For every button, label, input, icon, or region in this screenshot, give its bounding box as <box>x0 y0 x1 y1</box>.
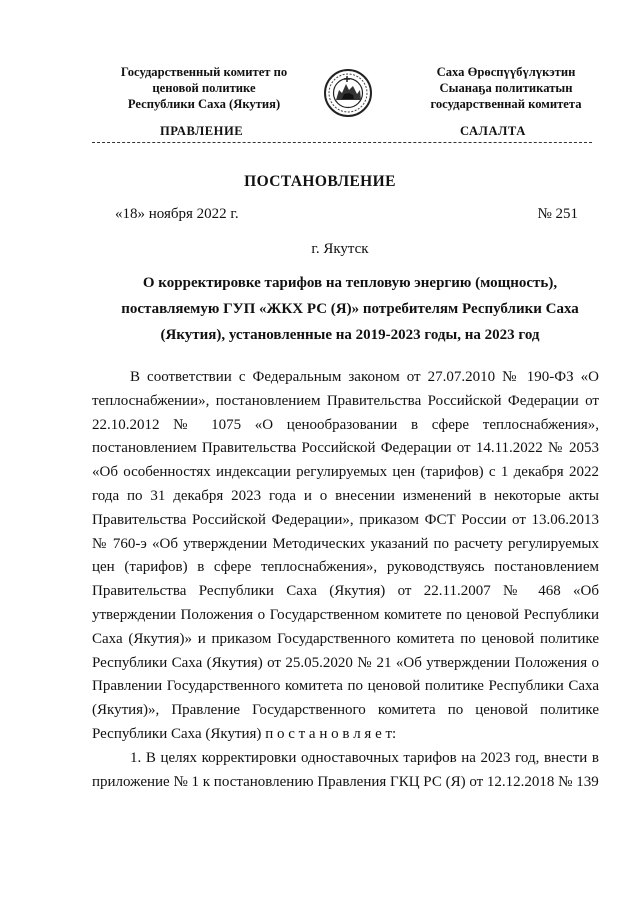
header-right-line2: Сыанаҕа политикатын <box>439 81 573 95</box>
header-right-line3: государственнай комитета <box>430 97 582 111</box>
document-subject: О корректировке тарифов на тепловую энергию (мощность), поставляемую ГУП «ЖКХ РС (Я)» потребителям Республики Саха (Якутия), установленные на 2019-2023 годы, на 2023 год <box>121 275 579 343</box>
document-city: г. Якутск <box>311 241 369 257</box>
header-left-line3: Республики Саха (Якутия) <box>127 97 281 111</box>
header-right-sub: САЛАЛТА <box>460 124 526 138</box>
header-left-sub: ПРАВЛЕНИЕ <box>160 124 244 138</box>
document-title: ПОСТАНОВЛЕНИЕ <box>244 173 396 190</box>
header-right-line1: Саха Өрөспүүбүлүкэтин <box>436 65 576 79</box>
resolve-word: п о с т а н о в л я е т: <box>265 725 397 742</box>
paragraph-1-text: В соответствии с Федеральным законом от 27.07.2010 № 190-ФЗ «О теплоснабжении», постановлением Правительства Российской Федерации от 22.10.2012 № 1075 «О ценообразовании в сфере теплоснабжения», постановлением Правительства Российской Федерации от 14.11.2022 № 2053 «Об особенностях индексации регулируемых цен (тарифов) с 1 декабря 2022 года по 31 декабря 2023 года и о внесении изменений в некоторые акты Правительства Российской Федерации», приказом ФСТ России от 13.06.2013 № 760-э «Об утверждении Методических указаний по расчету регулируемых цен (тарифов) в сфере теплоснабжения», руководствуясь постановлением Правительства Республики Саха (Якутия) от 22.11.2007 № 468 «Об утверждении Положения о Государственном комитете по ценовой Республики Саха (Якутия)» и приказом Государственного комитета по ценовой политике Республики Саха (Якутия) от 25.05.2020 № 21 «Об утверждении Положения о Правлении Государственного комитета по ценовой политике Республики Саха (Якутия)», Правление Государственного комитета по ценовой политике Республики Саха (Якутия) <box>92 369 599 742</box>
header-left-line2: ценовой политике <box>152 81 256 95</box>
document-body <box>92 366 599 794</box>
header-left-line1: Государственный комитет по <box>120 65 288 79</box>
header-divider <box>92 142 592 143</box>
header-right <box>402 64 610 112</box>
document-number: № 251 <box>537 206 578 222</box>
document-date: «18» ноября 2022 г. <box>115 206 239 222</box>
coat-of-arms-icon <box>323 66 373 120</box>
body-paragraph-1 <box>92 366 599 747</box>
body-paragraph-2: 1. В целях корректировки одноставочных тарифов на 2023 год, внести в приложение № 1 к постановлению Правления ГКЦ РС (Я) от 12.12.2018 № 139 <box>92 749 599 790</box>
header-left <box>90 64 318 112</box>
